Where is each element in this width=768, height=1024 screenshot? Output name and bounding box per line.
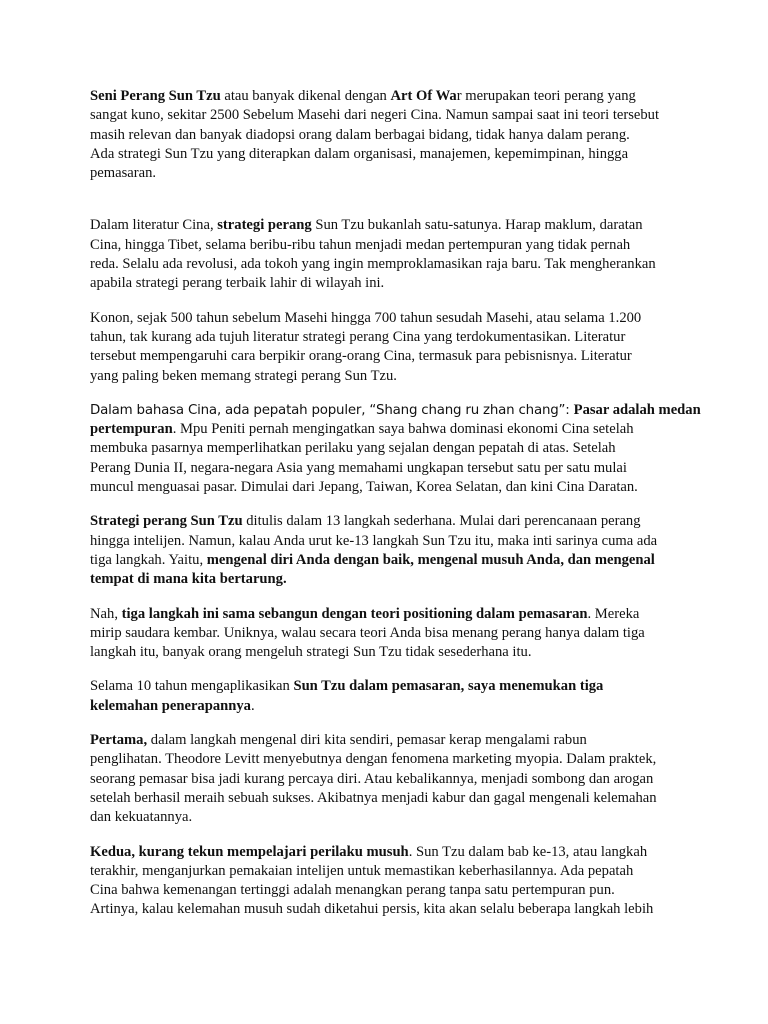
text-line: mirip saudara kembar. Uniknya, walau secara teori Anda bisa menang perang hanya dalam tiga — [90, 624, 645, 641]
text-line: tersebut mempengaruhi cara berpikir orang-orang Cina, termasuk para pebisnisnya. Literatur — [90, 348, 632, 365]
text-line: Konon, sejak 500 tahun sebelum Masehi hingga 700 tahun sesudah Masehi, atau selama 1.200 — [90, 309, 642, 326]
text-line: langkah itu, banyak orang mengeluh strategi Sun Tzu tidak sesederhana itu. — [90, 644, 532, 661]
text-line: dan kekuatannya. — [90, 809, 193, 826]
text-line: Cina, hingga Tibet, selama beribu-ribu tahun menjadi medan pertempuran yang tidak pernah — [90, 236, 631, 253]
bold-text: tiga langkah ini sama sebangun dengan teori positioning dalam pemasaran — [121, 605, 588, 622]
text-line: Perang Dunia II, negara-negara Asia yang memahami ungkapan tersebut satu per satu mulai — [90, 459, 627, 476]
bold-text: strategi perang — [217, 217, 312, 234]
text-line: sangat kuno, sekitar 2500 Sebelum Masehi dari negeri Cina. Namun sampai saat ini teori tersebut — [90, 107, 660, 124]
bold-text: mengenal diri Anda dengan baik, mengenal musuh Anda, dan mengenal — [206, 551, 655, 568]
text-line: seorang pemasar bisa jadi kurang percaya diri. Atau kebalikannya, menjadi sombong dan arogan — [90, 770, 654, 787]
bold-text: tempat di mana kita bertarung. — [90, 571, 287, 588]
text: dalam langkah mengenal diri kita sendiri, pemasar kerap mengalami rabun — [147, 732, 587, 749]
text-line: reda. Selalu ada revolusi, ada tokoh yang ingin memproklamasikan raja baru. Tak mengherankan — [90, 256, 656, 273]
text-line: setelah berhasil meraih sebuah sukses. Akibatnya menjadi kabur dan gagal mengenali kelemahan — [90, 789, 657, 806]
bold-text: Strategi perang Sun Tzu — [90, 513, 243, 530]
paragraph-2 — [90, 216, 690, 293]
paragraph-3 — [90, 309, 690, 386]
text: Selama 10 tahun mengaplikasikan — [90, 678, 294, 695]
text: Sun Tzu bukanlah satu-satunya. Harap maklum, daratan — [311, 217, 643, 234]
text: . Sun Tzu dalam bab ke-13, atau langkah — [408, 843, 648, 860]
bold-text: Art Of Wa — [390, 88, 457, 104]
paragraph-5 — [90, 512, 690, 589]
bold-text: Kedua, kurang tekun mempelajari perilaku musuh — [90, 843, 409, 860]
text-line: Artinya, kalau kelemahan musuh sudah diketahui persis, kita akan selalu beberapa langkah lebih — [90, 901, 654, 918]
text-line: muncul menguasai pasar. Dimulai dari Jepang, Taiwan, Korea Selatan, dan kini Cina Daratan. — [90, 479, 638, 496]
paragraph-6 — [90, 605, 690, 663]
text: . — [250, 697, 255, 714]
text-line: masih relevan dan banyak diadopsi orang dalam berbagai bidang, tidak hanya dalam perang. — [90, 126, 630, 143]
text: . Mereka — [587, 605, 640, 622]
paragraph-9 — [90, 843, 690, 920]
bold-text: pertempuran — [90, 421, 173, 438]
text-line: terakhir, menganjurkan pemakaian intelijen untuk memastikan keberhasilannya. Ada pepatah — [90, 862, 634, 879]
bold-text: Pertama, — [90, 732, 148, 749]
document-body — [90, 87, 701, 920]
bold-text: Seni Perang Sun Tzu — [90, 88, 221, 104]
text: Dalam literatur Cina, — [90, 217, 218, 234]
text: . Mpu Peniti pernah mengingatkan saya bahwa dominasi ekonomi Cina setelah — [172, 421, 634, 438]
text-line: pemasaran. — [90, 165, 157, 182]
paragraph-8 — [90, 731, 690, 827]
paragraph-1 — [90, 87, 690, 183]
text-line: membuka pasarnya memperlihatkan perilaku yang sejalan dengan pepatah di atas. Setelah — [90, 440, 616, 457]
text: Nah, — [90, 605, 122, 622]
text-line: Ada strategi Sun Tzu yang diterapkan dalam organisasi, manajemen, kepemimpinan, hingga — [90, 145, 629, 162]
text: Dalam bahasa Cina, ada pepatah populer, “Shang chang ru zhan chang”: — [90, 402, 574, 418]
text-line: Cina bahwa kemenangan tertinggi adalah menangkan perang tanpa satu pertempuran pun. — [90, 882, 615, 899]
text: r merupakan teori perang yang — [456, 88, 636, 104]
text: tiga langkah. Yaitu, — [90, 551, 207, 568]
text-line: penglihatan. Theodore Levitt menyebutnya dengan fenomena marketing myopia. Dalam praktek, — [90, 751, 657, 768]
text-line: tahun, tak kurang ada tujuh literatur strategi perang Cina yang terdokumentasikan. Literatur — [90, 328, 626, 345]
paragraph-4 — [90, 401, 701, 497]
text-line: hingga intelijen. Namun, kalau Anda urut ke-13 langkah Sun Tzu itu, maka inti sarinya cuma ada — [90, 532, 658, 549]
bold-text: Pasar adalah medan — [573, 401, 701, 418]
text-line: yang paling beken memang strategi perang Sun Tzu. — [90, 367, 397, 384]
bold-text: Sun Tzu dalam pemasaran, saya menemukan tiga — [293, 678, 604, 695]
text: atau banyak dikenal dengan — [220, 88, 391, 104]
bold-text: kelemahan penerapannya — [90, 697, 251, 714]
text-line: apabila strategi perang terbaik lahir di wilayah ini. — [90, 275, 385, 292]
paragraph-7 — [90, 677, 690, 716]
text: ditulis dalam 13 langkah sederhana. Mulai dari perencanaan perang — [242, 513, 641, 530]
